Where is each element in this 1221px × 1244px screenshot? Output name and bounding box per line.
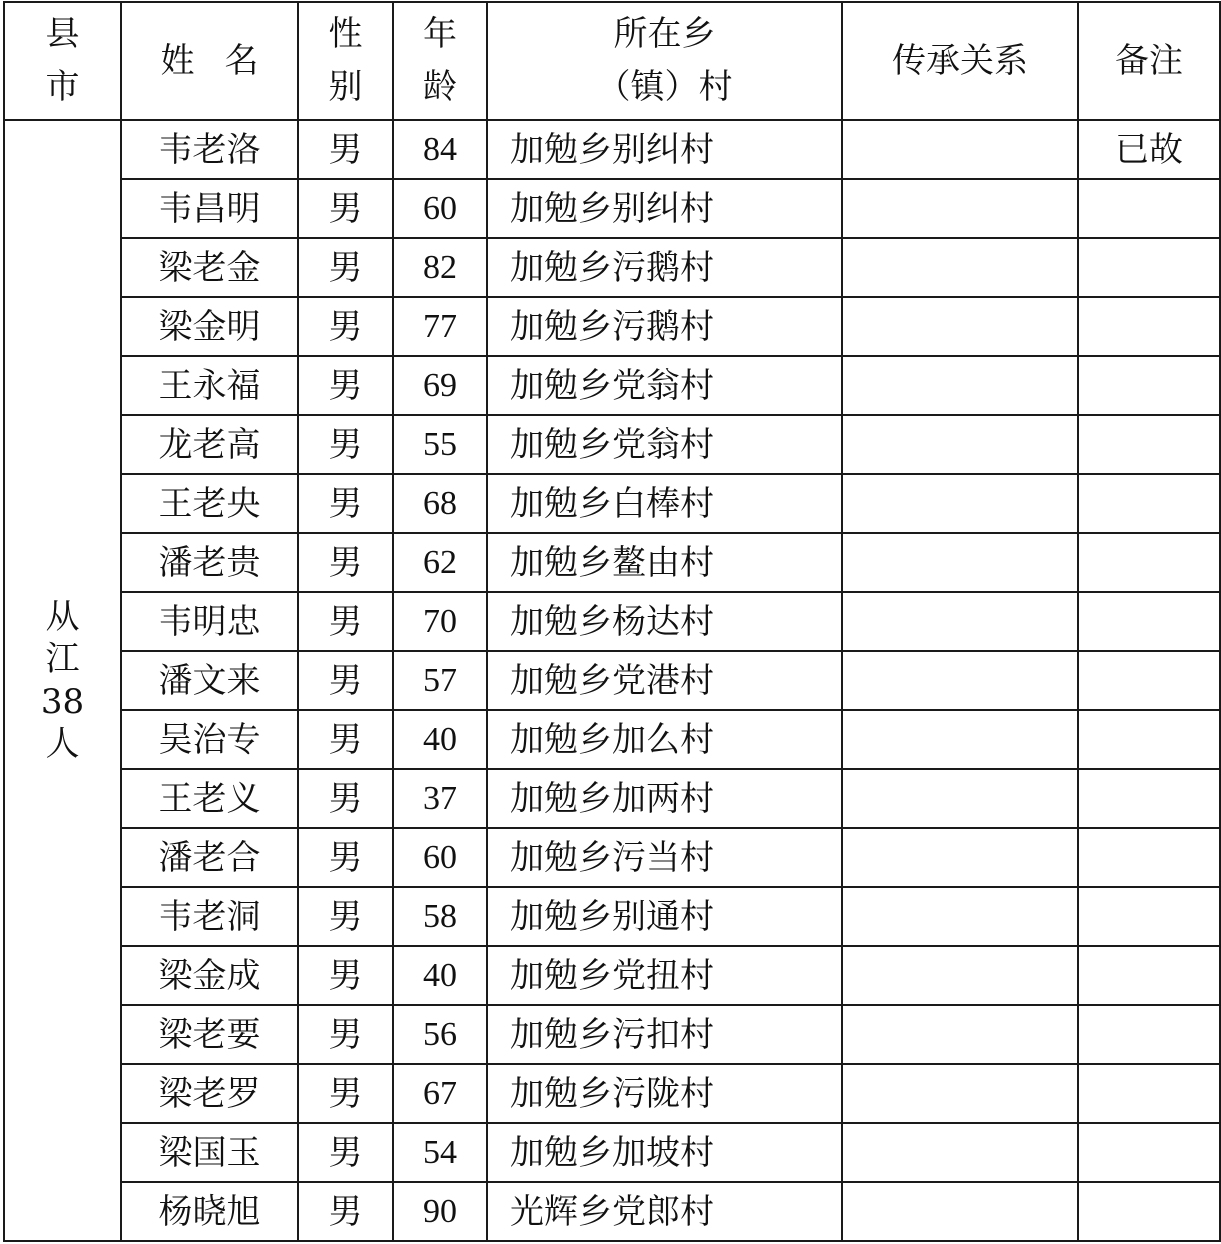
location-cell: 加勉乡加坡村 xyxy=(487,1123,842,1182)
table-row xyxy=(4,120,1220,179)
gender-cell: 男 xyxy=(298,828,393,887)
age-cell: 60 xyxy=(393,179,487,238)
table-row xyxy=(4,415,1220,474)
location-cell: 加勉乡别纠村 xyxy=(487,120,842,179)
header-lineage: 传承关系 xyxy=(842,2,1078,120)
age-cell: 69 xyxy=(393,356,487,415)
table-row xyxy=(4,828,1220,887)
lineage-cell xyxy=(842,710,1078,769)
table-row xyxy=(4,769,1220,828)
table-row xyxy=(4,1182,1220,1241)
lineage-cell xyxy=(842,415,1078,474)
table-row xyxy=(4,356,1220,415)
name-cell: 梁金明 xyxy=(121,297,298,356)
gender-cell: 男 xyxy=(298,946,393,1005)
remark-cell xyxy=(1078,828,1220,887)
remark-cell xyxy=(1078,356,1220,415)
location-cell: 加勉乡党扭村 xyxy=(487,946,842,1005)
lineage-cell xyxy=(842,120,1078,179)
gender-cell: 男 xyxy=(298,356,393,415)
location-cell: 加勉乡污鹅村 xyxy=(487,297,842,356)
location-cell: 加勉乡杨达村 xyxy=(487,592,842,651)
name-cell: 韦昌明 xyxy=(121,179,298,238)
lineage-cell xyxy=(842,474,1078,533)
remark-cell xyxy=(1078,769,1220,828)
age-cell: 68 xyxy=(393,474,487,533)
table-row xyxy=(4,179,1220,238)
gender-cell: 男 xyxy=(298,179,393,238)
age-cell: 37 xyxy=(393,769,487,828)
gender-cell: 男 xyxy=(298,415,393,474)
age-cell: 40 xyxy=(393,710,487,769)
remark-cell xyxy=(1078,887,1220,946)
lineage-cell xyxy=(842,1064,1078,1123)
header-row xyxy=(4,2,1220,120)
gender-cell: 男 xyxy=(298,887,393,946)
name-cell: 韦老洞 xyxy=(121,887,298,946)
inheritor-table xyxy=(3,1,1221,1242)
location-cell: 加勉乡白棒村 xyxy=(487,474,842,533)
gender-cell: 男 xyxy=(298,1005,393,1064)
gender-cell: 男 xyxy=(298,120,393,179)
remark-cell xyxy=(1078,297,1220,356)
lineage-cell xyxy=(842,887,1078,946)
table-row xyxy=(4,592,1220,651)
location-cell: 加勉乡污鹅村 xyxy=(487,238,842,297)
remark-cell xyxy=(1078,238,1220,297)
table-body xyxy=(4,120,1220,1241)
name-cell: 杨晓旭 xyxy=(121,1182,298,1241)
age-cell: 90 xyxy=(393,1182,487,1241)
location-cell: 加勉乡别通村 xyxy=(487,887,842,946)
header-age: 年 龄 xyxy=(393,2,487,120)
county-cell: 从 江 38 人 xyxy=(4,120,121,1241)
location-cell: 加勉乡党翁村 xyxy=(487,415,842,474)
lineage-cell xyxy=(842,1005,1078,1064)
header-location: 所在乡 （镇）村 xyxy=(487,2,842,120)
table-row xyxy=(4,474,1220,533)
age-cell: 40 xyxy=(393,946,487,1005)
remark-cell: 已故 xyxy=(1078,120,1220,179)
table-row xyxy=(4,887,1220,946)
header-gender: 性 别 xyxy=(298,2,393,120)
name-cell: 韦明忠 xyxy=(121,592,298,651)
lineage-cell xyxy=(842,238,1078,297)
lineage-cell xyxy=(842,946,1078,1005)
name-cell: 王老央 xyxy=(121,474,298,533)
gender-cell: 男 xyxy=(298,238,393,297)
age-cell: 70 xyxy=(393,592,487,651)
age-cell: 58 xyxy=(393,887,487,946)
location-cell: 加勉乡污陇村 xyxy=(487,1064,842,1123)
header-name: 姓名 xyxy=(121,2,298,120)
age-cell: 77 xyxy=(393,297,487,356)
name-cell: 梁国玉 xyxy=(121,1123,298,1182)
name-cell: 王永福 xyxy=(121,356,298,415)
name-cell: 潘文来 xyxy=(121,651,298,710)
name-cell: 韦老洛 xyxy=(121,120,298,179)
header-remark: 备注 xyxy=(1078,2,1220,120)
location-cell: 加勉乡污扣村 xyxy=(487,1005,842,1064)
gender-cell: 男 xyxy=(298,297,393,356)
table-row xyxy=(4,1064,1220,1123)
remark-cell xyxy=(1078,651,1220,710)
lineage-cell xyxy=(842,356,1078,415)
gender-cell: 男 xyxy=(298,533,393,592)
lineage-cell xyxy=(842,592,1078,651)
age-cell: 57 xyxy=(393,651,487,710)
location-cell: 加勉乡党港村 xyxy=(487,651,842,710)
remark-cell xyxy=(1078,592,1220,651)
table-row xyxy=(4,946,1220,1005)
remark-cell xyxy=(1078,415,1220,474)
location-cell: 加勉乡党翁村 xyxy=(487,356,842,415)
remark-cell xyxy=(1078,533,1220,592)
remark-cell xyxy=(1078,179,1220,238)
table-row xyxy=(4,710,1220,769)
table-row xyxy=(4,1123,1220,1182)
remark-cell xyxy=(1078,1123,1220,1182)
name-cell: 梁老要 xyxy=(121,1005,298,1064)
remark-cell xyxy=(1078,1005,1220,1064)
name-cell: 梁老罗 xyxy=(121,1064,298,1123)
name-cell: 梁金成 xyxy=(121,946,298,1005)
name-cell: 潘老贵 xyxy=(121,533,298,592)
age-cell: 84 xyxy=(393,120,487,179)
age-cell: 67 xyxy=(393,1064,487,1123)
name-cell: 潘老合 xyxy=(121,828,298,887)
lineage-cell xyxy=(842,533,1078,592)
remark-cell xyxy=(1078,1064,1220,1123)
age-cell: 54 xyxy=(393,1123,487,1182)
remark-cell xyxy=(1078,1182,1220,1241)
remark-cell xyxy=(1078,710,1220,769)
age-cell: 82 xyxy=(393,238,487,297)
lineage-cell xyxy=(842,769,1078,828)
location-cell: 加勉乡加两村 xyxy=(487,769,842,828)
lineage-cell xyxy=(842,1182,1078,1241)
age-cell: 62 xyxy=(393,533,487,592)
age-cell: 60 xyxy=(393,828,487,887)
location-cell: 加勉乡加么村 xyxy=(487,710,842,769)
gender-cell: 男 xyxy=(298,1182,393,1241)
lineage-cell xyxy=(842,1123,1078,1182)
table-row xyxy=(4,533,1220,592)
remark-cell xyxy=(1078,474,1220,533)
gender-cell: 男 xyxy=(298,710,393,769)
remark-cell xyxy=(1078,946,1220,1005)
gender-cell: 男 xyxy=(298,651,393,710)
gender-cell: 男 xyxy=(298,1064,393,1123)
lineage-cell xyxy=(842,179,1078,238)
gender-cell: 男 xyxy=(298,769,393,828)
header-county: 县 市 xyxy=(4,2,121,120)
gender-cell: 男 xyxy=(298,1123,393,1182)
table-row xyxy=(4,651,1220,710)
age-cell: 56 xyxy=(393,1005,487,1064)
lineage-cell xyxy=(842,297,1078,356)
location-cell: 光辉乡党郎村 xyxy=(487,1182,842,1241)
table-row xyxy=(4,297,1220,356)
name-cell: 王老义 xyxy=(121,769,298,828)
table-row xyxy=(4,1005,1220,1064)
age-cell: 55 xyxy=(393,415,487,474)
location-cell: 加勉乡污当村 xyxy=(487,828,842,887)
name-cell: 吴治专 xyxy=(121,710,298,769)
name-cell: 龙老高 xyxy=(121,415,298,474)
location-cell: 加勉乡鳌由村 xyxy=(487,533,842,592)
location-cell: 加勉乡别纠村 xyxy=(487,179,842,238)
table-row xyxy=(4,238,1220,297)
lineage-cell xyxy=(842,828,1078,887)
lineage-cell xyxy=(842,651,1078,710)
name-cell: 梁老金 xyxy=(121,238,298,297)
gender-cell: 男 xyxy=(298,592,393,651)
gender-cell: 男 xyxy=(298,474,393,533)
